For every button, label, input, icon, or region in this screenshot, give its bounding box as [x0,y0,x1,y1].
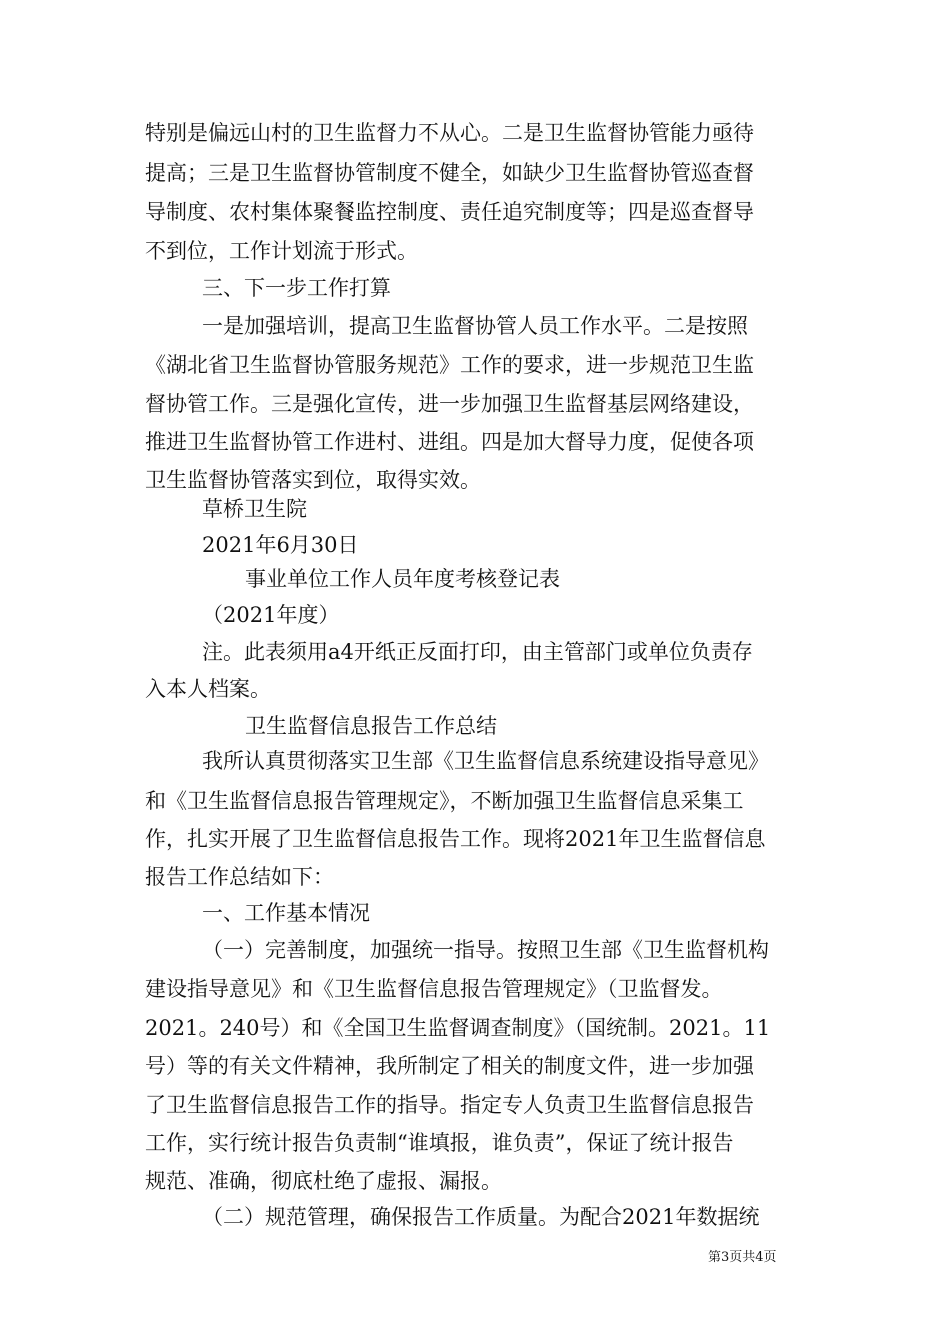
body-text-line: 提高；三是卫生监督协管制度不健全，如缺少卫生监督协管巡查督 [145,161,754,185]
section-heading: 一、工作基本情况 [202,901,370,925]
section-heading: 三、下一步工作打算 [202,276,391,300]
body-text-line: 督协管工作。三是强化宣传，进一步加强卫生监督基层网络建设， [145,392,754,416]
body-text-line: 和《卫生监督信息报告管理规定》，不断加强卫生监督信息采集工 [145,789,744,813]
body-text-line: 特别是偏远山村的卫生监督力不从心。二是卫生监督协管能力亟待 [145,121,754,145]
body-text-line: 了卫生监督信息报告工作的指导。指定专人负责卫生监督信息报告 [145,1093,754,1117]
body-text-line: 导制度、农村集体聚餐监控制度、责任追究制度等；四是巡查督导 [145,200,754,224]
note-line: 注。此表须用a4开纸正反面打印，由主管部门或单位负责存 [202,640,753,664]
body-text-line: （二）规范管理，确保报告工作质量。为配合2021年数据统 [202,1205,760,1229]
form-year: （2021年度） [202,603,340,627]
body-text-line: 推进卫生监督协管工作进村、进组。四是加大督导力度，促使各项 [145,430,754,454]
body-text-line: 2021。240号）和《全国卫生监督调查制度》（国统制。2021。11 [145,1016,771,1040]
signature-date: 2021年6月30日 [202,533,359,557]
note-line: 入本人档案。 [145,677,271,701]
signature-organization: 草桥卫生院 [202,497,307,521]
body-text-line: 号）等的有关文件精神，我所制定了相关的制度文件，进一步加强 [145,1054,754,1078]
body-text-line: （一）完善制度，加强统一指导。按照卫生部《卫生监督机构 [202,938,769,962]
body-text-line: 工作，实行统计报告负责制“谁填报，谁负责”，保证了统计报告 [145,1131,734,1155]
form-title: 事业单位工作人员年度考核登记表 [245,567,560,591]
body-text-line: 作，扎实开展了卫生监督信息报告工作。现将2021年卫生监督信息 [145,827,766,851]
body-text-line: 规范、准确，彻底杜绝了虚报、漏报。 [145,1169,502,1193]
page-number-footer: 第3页共4页 [708,1250,777,1265]
body-text-line: 《湖北省卫生监督协管服务规范》工作的要求，进一步规范卫生监 [145,353,754,377]
body-text-line: 一是加强培训，提高卫生监督协管人员工作水平。二是按照 [202,314,748,338]
body-text-line: 卫生监督协管落实到位，取得实效。 [145,468,481,492]
body-text-line: 建设指导意见》和《卫生监督信息报告管理规定》（卫监督发。 [145,977,723,1001]
report-title: 卫生监督信息报告工作总结 [245,714,497,738]
body-text-line: 报告工作总结如下： [145,865,334,889]
body-text-line: 我所认真贯彻落实卫生部《卫生监督信息系统建设指导意见》 [202,749,769,773]
body-text-line: 不到位，工作计划流于形式。 [145,239,418,263]
